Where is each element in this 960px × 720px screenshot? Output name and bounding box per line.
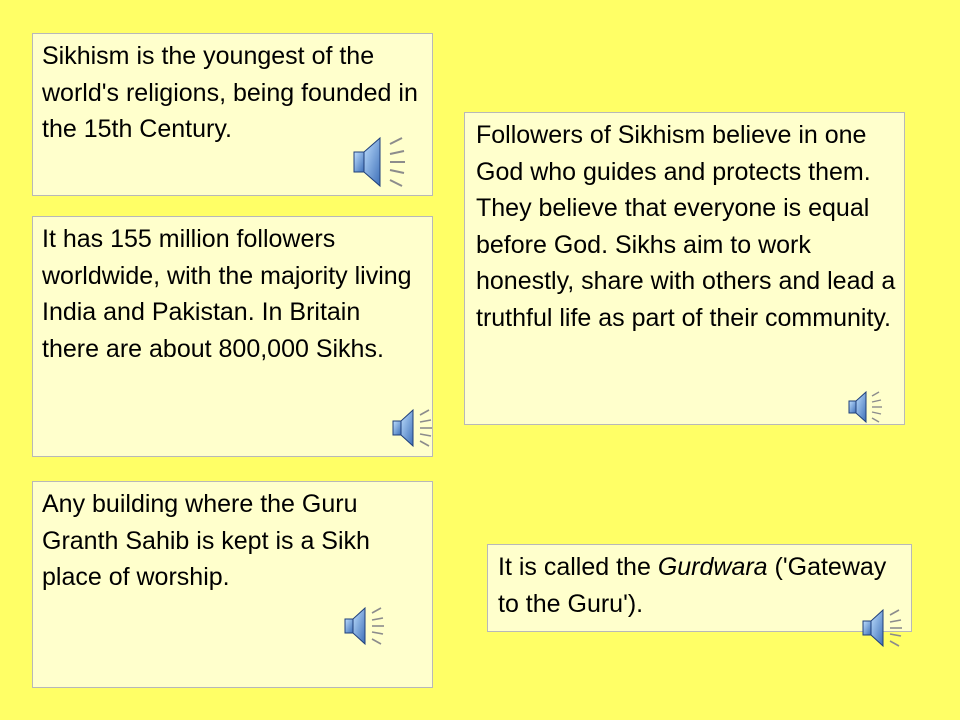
speaker-icon[interactable] (846, 388, 884, 426)
speaker-icon[interactable] (860, 606, 906, 650)
speaker-icon[interactable] (350, 134, 408, 190)
text-box-gurdwara (487, 544, 912, 632)
box-text: Sikhism is the youngest of the world's religions, being founded in the 15th Century. (42, 42, 418, 143)
gurdwara-term: Gurdwara (657, 553, 768, 581)
box-text-end: ('Gateway to the Guru'). (498, 553, 887, 618)
box-text: Any building where the Guru Granth Sahib is kept is a Sikh place of worship. (42, 490, 370, 591)
box-text-start: It is called the (498, 553, 658, 581)
speaker-icon[interactable] (342, 604, 386, 648)
speaker-icon[interactable] (390, 406, 434, 450)
text-box-followers (32, 216, 433, 457)
box-text: It has 155 million followers worldwide, with the majority living India and Pakistan. In Britain there are about 800,000 Sikhs. (42, 225, 412, 363)
text-box-place-of-worship (32, 481, 433, 688)
box-text: Followers of Sikhism believe in one God who guides and protects them. They believe that everyone is equal before God. Sikhs aim to work honestly, share with others and lead a truthful life as part of their community. (476, 121, 896, 332)
text-box-beliefs (464, 112, 905, 425)
box-text (498, 549, 903, 622)
